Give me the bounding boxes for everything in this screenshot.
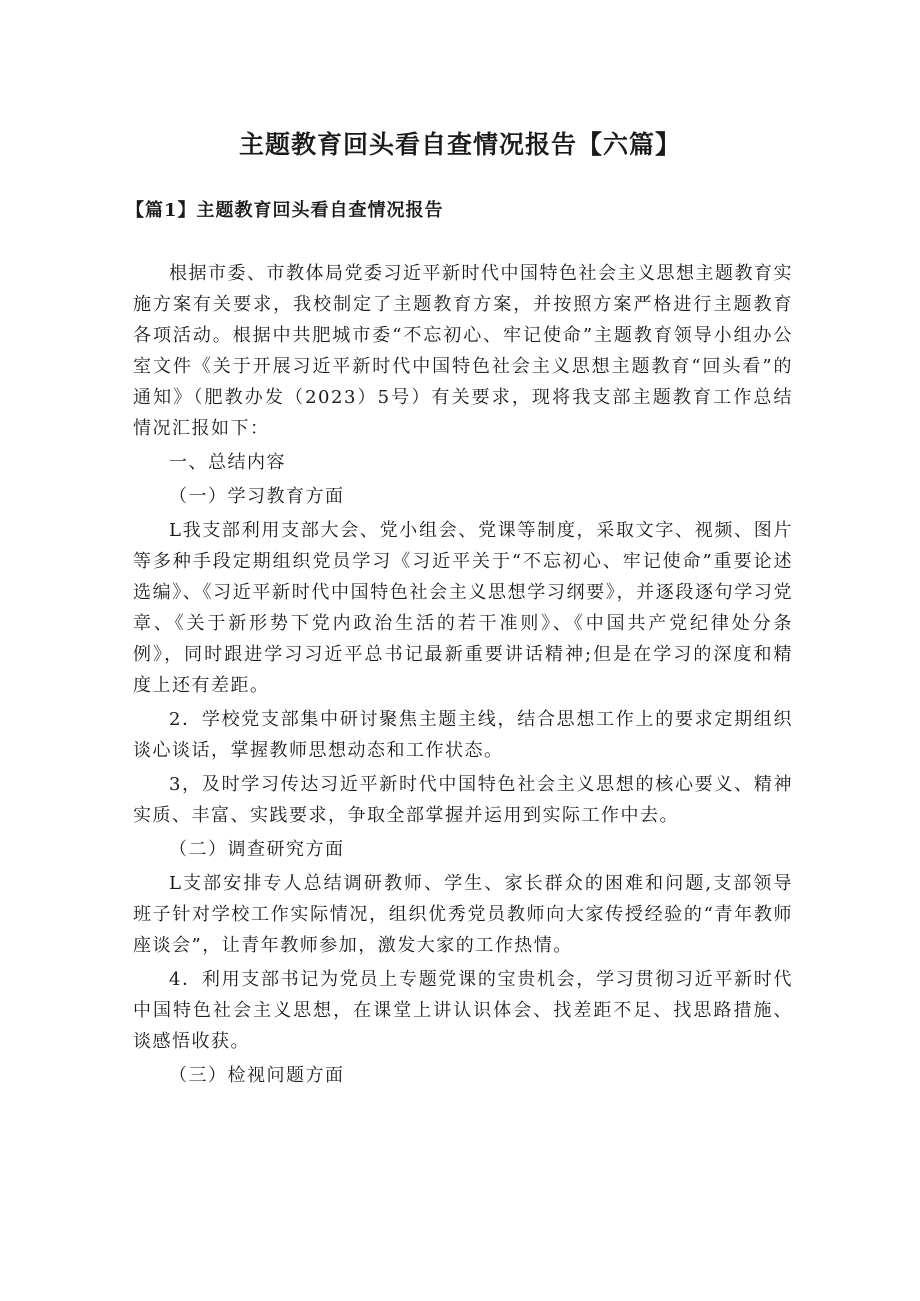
paragraph-study-3: 3，及时学习传达习近平新时代中国特色社会主义思想的核心要义、精神实质、丰富、实践要求，争取全部掌握并运用到实际工作中去。 bbox=[133, 774, 793, 826]
paragraph-research-4: 4．利用支部书记为党员上专题党课的宝贵机会，学习贯彻习近平新时代中国特色社会主义思想，在课堂上讲认识体会、找差距不足、找思路措施、谈感悟收获。 bbox=[133, 969, 793, 1052]
chapter-heading: 【篇1】主题教育回头看自查情况报告 bbox=[126, 200, 444, 221]
section-heading-summary: 一、总结内容 bbox=[169, 452, 286, 473]
subsection-heading-research: （二）调查研究方面 bbox=[169, 839, 345, 860]
paragraph-study-1: L我支部利用支部大会、党小组会、党课等制度，采取文字、视频、图片等多种手段定期组织党员学习《习近平关于“不忘初心、牢记使命”重要论述选编》、《习近平新时代中国特色社会主义思想学习纲要》，并逐段逐句学习党章、《关于新形势下党内政治生活的若干准则》、《中国共产党纪律处分条例》，同时跟进学习习近平总书记最新重要讲话精神;但是在学习的深度和精度上还有差距。 bbox=[133, 520, 793, 696]
paragraph-intro: 根据市委、市教体局党委习近平新时代中国特色社会主义思想主题教育实施方案有关要求，我校制定了主题教育方案，并按照方案严格进行主题教育各项活动。根据中共肥城市委“不忘初心、牢记使命”主题教育领导小组办公室文件《关于开展习近平新时代中国特色社会主义思想主题教育“回头看”的通知》（肥教办发（2023）5号）有关要求，现将我支部主题教育工作总结情况汇报如下： bbox=[133, 263, 793, 439]
document-title: 主题教育回头看自查情况报告【六篇】 bbox=[238, 130, 681, 159]
subsection-heading-inspection: （三）检视问题方面 bbox=[169, 1065, 345, 1086]
paragraph-study-2: 2．学校党支部集中研讨聚焦主题主线，结合思想工作上的要求定期组织谈心谈话，掌握教师思想动态和工作状态。 bbox=[133, 709, 793, 761]
paragraph-research-1: L支部安排专人总结调研教师、学生、家长群众的困难和问题,支部领导班子针对学校工作实际情况，组织优秀党员教师向大家传授经验的“青年教师座谈会”，让青年教师参加，激发大家的工作热情。 bbox=[133, 873, 793, 956]
document-body bbox=[133, 258, 793, 1094]
subsection-heading-study: （一）学习教育方面 bbox=[169, 486, 345, 507]
